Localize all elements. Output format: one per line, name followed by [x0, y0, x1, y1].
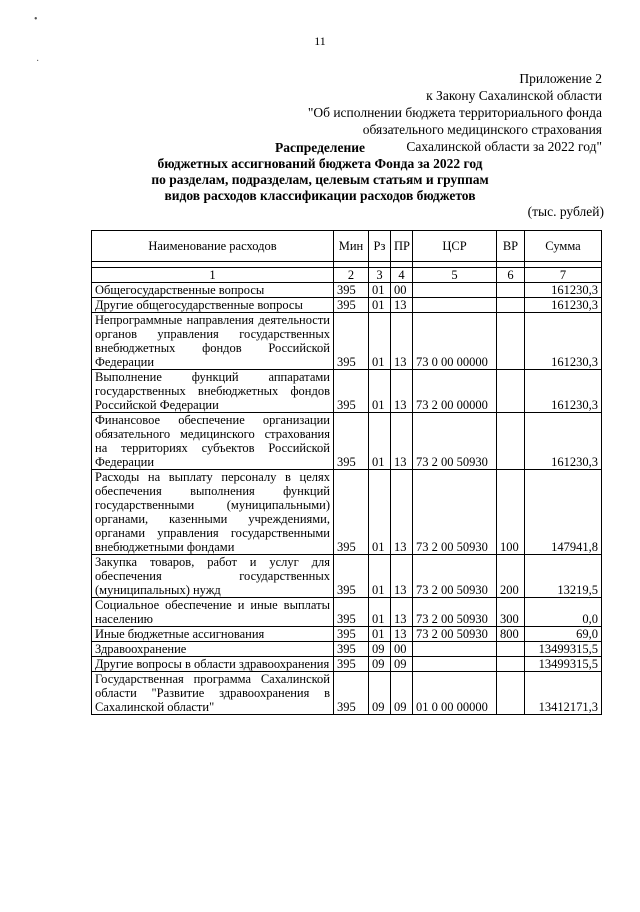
header-cell: Мин — [334, 231, 369, 262]
header-cell: ЦСР — [413, 231, 497, 262]
row-vr: 100 — [497, 470, 525, 555]
row-name: Другие вопросы в области здравоохранения — [92, 657, 334, 672]
table-row — [92, 413, 602, 470]
row-csr: 73 2 00 50930 — [413, 555, 497, 598]
column-number: 2 — [334, 268, 369, 283]
row-min: 395 — [334, 283, 369, 298]
row-pr: 09 — [391, 672, 413, 715]
row-sum: 161230,3 — [525, 413, 602, 470]
header-row — [92, 231, 602, 262]
row-rz: 09 — [369, 657, 391, 672]
appendix-line: к Закону Сахалинской области — [426, 88, 602, 103]
row-vr: 200 — [497, 555, 525, 598]
appendix-line: Сахалинской области за 2022 год" — [406, 139, 602, 154]
column-number-row — [92, 268, 602, 283]
row-pr: 09 — [391, 657, 413, 672]
column-number: 5 — [413, 268, 497, 283]
row-csr — [413, 657, 497, 672]
row-min: 395 — [334, 672, 369, 715]
row-csr: 73 0 00 00000 — [413, 313, 497, 370]
row-vr: 800 — [497, 627, 525, 642]
row-name: Здравоохранение — [92, 642, 334, 657]
table-row — [92, 627, 602, 642]
appendix-line: Приложение 2 — [519, 71, 602, 86]
row-sum: 13499315,5 — [525, 642, 602, 657]
row-vr: 300 — [497, 598, 525, 627]
row-vr — [497, 672, 525, 715]
row-sum: 161230,3 — [525, 370, 602, 413]
row-name: Расходы на выплату персоналу в целях обеспечения выполнения функций государственными (муниципальными) органами, казенными учреждениями, органами управления государственными внебюджетными фондами — [92, 470, 334, 555]
row-min: 395 — [334, 555, 369, 598]
table-row — [92, 313, 602, 370]
row-min: 395 — [334, 298, 369, 313]
row-min: 395 — [334, 313, 369, 370]
heading-line: Распределение — [274, 140, 366, 155]
row-csr: 73 2 00 50930 — [413, 627, 497, 642]
column-number: 7 — [525, 268, 602, 283]
row-rz: 01 — [369, 370, 391, 413]
document-heading — [100, 140, 540, 204]
row-name: Выполнение функций аппаратами государственных внебюджетных фондов Российской Федерации — [92, 370, 334, 413]
row-vr — [497, 370, 525, 413]
header-cell: Наименование расходов — [92, 231, 334, 262]
row-sum: 161230,3 — [525, 283, 602, 298]
table-row — [92, 298, 602, 313]
row-name: Закупка товаров, работ и услуг для обеспечения государственных (муниципальных) нужд — [92, 555, 334, 598]
row-min: 395 — [334, 627, 369, 642]
table-row — [92, 555, 602, 598]
row-csr — [413, 283, 497, 298]
row-name: Другие общегосударственные вопросы — [92, 298, 334, 313]
row-pr: 13 — [391, 627, 413, 642]
row-sum: 13219,5 — [525, 555, 602, 598]
appendix-line: "Об исполнении бюджета территориального фонда — [307, 105, 602, 120]
row-vr — [497, 313, 525, 370]
units-label: (тыс. рублей) — [527, 204, 604, 219]
row-csr: 01 0 00 00000 — [413, 672, 497, 715]
column-number: 6 — [497, 268, 525, 283]
heading-line: бюджетных ассигнований бюджета Фонда за 2022 год — [157, 156, 483, 171]
row-vr — [497, 657, 525, 672]
page-number: 11 — [314, 34, 326, 48]
table-row — [92, 672, 602, 715]
row-name: Государственная программа Сахалинской области "Развитие здравоохранения в Сахалинской области" — [92, 672, 334, 715]
row-min: 395 — [334, 598, 369, 627]
column-number: 3 — [369, 268, 391, 283]
row-vr — [497, 283, 525, 298]
row-rz: 01 — [369, 627, 391, 642]
row-sum: 161230,3 — [525, 298, 602, 313]
table-row — [92, 470, 602, 555]
row-name: Иные бюджетные ассигнования — [92, 627, 334, 642]
row-csr: 73 2 00 50930 — [413, 598, 497, 627]
row-name: Социальное обеспечение и иные выплаты населению — [92, 598, 334, 627]
row-vr — [497, 413, 525, 470]
table-row — [92, 598, 602, 627]
header-cell: Рз — [369, 231, 391, 262]
row-min: 395 — [334, 657, 369, 672]
row-pr: 13 — [391, 598, 413, 627]
scan-speck: • — [34, 14, 38, 25]
row-sum: 69,0 — [525, 627, 602, 642]
header-cell: ВР — [497, 231, 525, 262]
row-rz: 01 — [369, 413, 391, 470]
row-min: 395 — [334, 413, 369, 470]
header-cell: Сумма — [525, 231, 602, 262]
row-sum: 147941,8 — [525, 470, 602, 555]
row-min: 395 — [334, 642, 369, 657]
row-rz: 01 — [369, 298, 391, 313]
row-vr — [497, 642, 525, 657]
row-rz: 09 — [369, 642, 391, 657]
column-number: 1 — [92, 268, 334, 283]
row-pr: 13 — [391, 370, 413, 413]
row-min: 395 — [334, 470, 369, 555]
row-pr: 00 — [391, 283, 413, 298]
row-sum: 0,0 — [525, 598, 602, 627]
row-sum: 13412171,3 — [525, 672, 602, 715]
row-name: Общегосударственные вопросы — [92, 283, 334, 298]
row-sum: 13499315,5 — [525, 657, 602, 672]
scan-speck: · — [36, 56, 40, 67]
row-name: Непрограммные направления деятельности органов управления государственных внебюджетных фондов Российской Федерации — [92, 313, 334, 370]
row-csr — [413, 298, 497, 313]
row-rz: 01 — [369, 313, 391, 370]
row-pr: 13 — [391, 470, 413, 555]
row-pr: 00 — [391, 642, 413, 657]
row-rz: 01 — [369, 283, 391, 298]
row-csr — [413, 642, 497, 657]
heading-line: по разделам, подразделам, целевым статьям и группам — [151, 172, 489, 187]
row-csr: 73 2 00 50930 — [413, 470, 497, 555]
row-csr: 73 2 00 50930 — [413, 413, 497, 470]
heading-line: видов расходов классификации расходов бюджетов — [164, 188, 476, 203]
table-row — [92, 642, 602, 657]
appendix-line: обязательного медицинского страхования — [362, 122, 602, 137]
row-csr: 73 2 00 00000 — [413, 370, 497, 413]
budget-table — [91, 230, 602, 715]
row-pr: 13 — [391, 555, 413, 598]
table-row — [92, 657, 602, 672]
row-min: 395 — [334, 370, 369, 413]
row-vr — [497, 298, 525, 313]
table-row — [92, 370, 602, 413]
table-row — [92, 283, 602, 298]
row-pr: 13 — [391, 313, 413, 370]
row-pr: 13 — [391, 413, 413, 470]
row-pr: 13 — [391, 298, 413, 313]
row-rz: 01 — [369, 598, 391, 627]
row-sum: 161230,3 — [525, 313, 602, 370]
row-name: Финансовое обеспечение организации обязательного медицинского страхования на территориях субъектов Российской Федерации — [92, 413, 334, 470]
column-number: 4 — [391, 268, 413, 283]
header-cell: ПР — [391, 231, 413, 262]
row-rz: 09 — [369, 672, 391, 715]
row-rz: 01 — [369, 555, 391, 598]
row-rz: 01 — [369, 470, 391, 555]
